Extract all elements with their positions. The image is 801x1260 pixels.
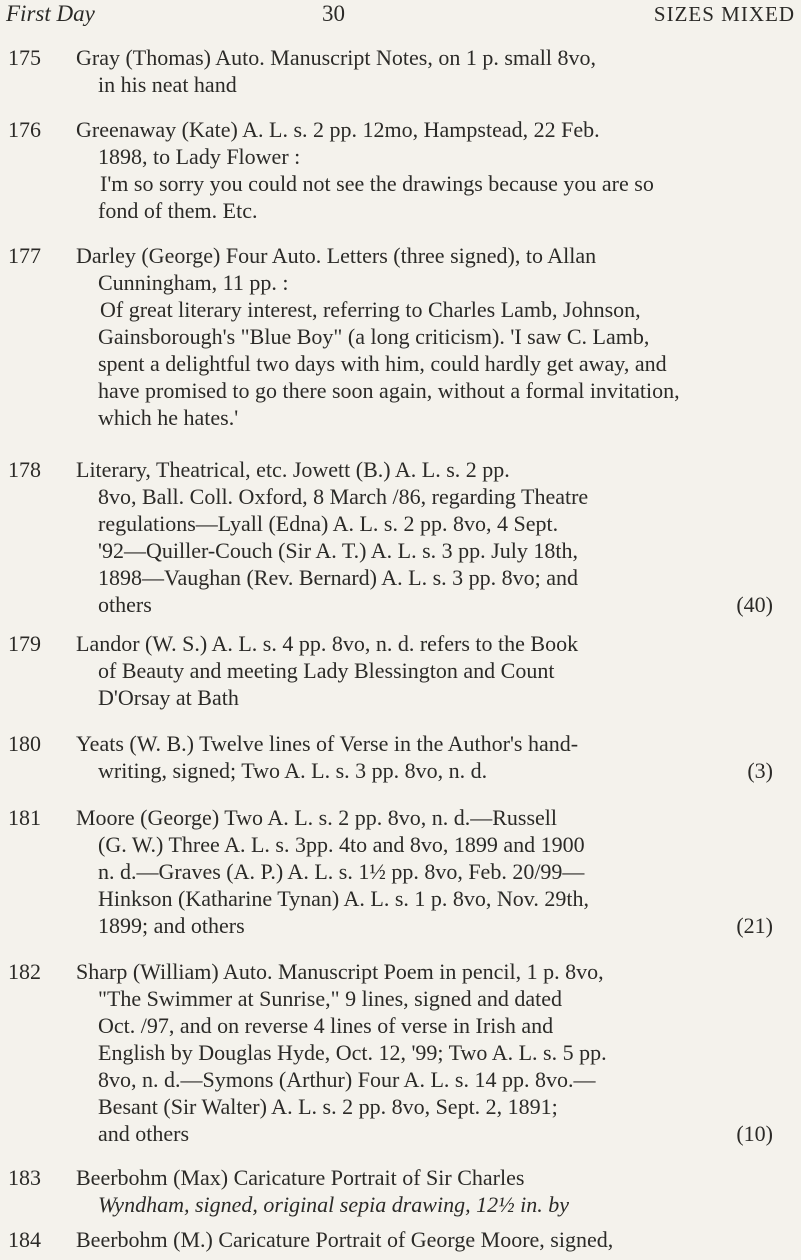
lot-line: 8vo, Ball. Coll. Oxford, 8 March /86, regarding Theatre	[98, 484, 589, 509]
lot-line: 1898, to Lady Flower :	[98, 144, 301, 169]
lot-line: Yeats (W. B.) Twelve lines of Verse in the Author's hand-	[76, 731, 579, 756]
lot-line: Darley (George) Four Auto. Letters (three signed), to Allan	[76, 243, 597, 268]
lot-description	[76, 804, 773, 939]
lot-description	[76, 1226, 773, 1253]
lot-number: 177	[8, 243, 41, 268]
lot-line: "The Swimmer at Sunrise," 9 lines, signed and dated	[98, 986, 562, 1011]
lot-number: 182	[8, 959, 41, 984]
lot-line: spent a delightful two days with him, could hardly get away, and	[98, 351, 667, 376]
lot-line: n. d.—Graves (A. P.) A. L. s. 1½ pp. 8vo, Feb. 20/99—	[98, 859, 585, 884]
lot-number: 183	[8, 1165, 41, 1190]
page-number: 30	[322, 1, 345, 26]
lot-line: Sharp (William) Auto. Manuscript Poem in pencil, 1 p. 8vo,	[76, 959, 604, 984]
lot-description	[76, 1164, 773, 1218]
lot-description	[76, 456, 773, 618]
lot-price: (10)	[736, 1121, 773, 1146]
lot-line: '92—Quiller-Couch (Sir A. T.) A. L. s. 3 pp. July 18th,	[98, 538, 578, 563]
lot-description	[76, 116, 773, 224]
lot-line: English by Douglas Hyde, Oct. 12, '99; Two A. L. s. 5 pp.	[98, 1040, 607, 1065]
lot-number: 175	[8, 45, 41, 70]
lot-last-line	[76, 757, 773, 784]
page-header	[0, 0, 801, 30]
lot-line: 1898—Vaughan (Rev. Bernard) A. L. s. 3 pp. 8vo; and	[98, 565, 579, 590]
lot-line: 8vo, n. d.—Symons (Arthur) Four A. L. s. 14 pp. 8vo.—	[98, 1067, 596, 1092]
lot-description	[76, 730, 773, 784]
lot-line: have promised to go there soon again, without a formal invitation,	[98, 378, 680, 403]
lot-line: Moore (George) Two A. L. s. 2 pp. 8vo, n. d.—Russell	[76, 805, 558, 830]
lot-line: Gray (Thomas) Auto. Manuscript Notes, on 1 p. small 8vo,	[76, 45, 596, 70]
lot-description	[76, 44, 773, 98]
lot-description	[76, 242, 773, 431]
lot-line: Oct. /97, and on reverse 4 lines of verse in Irish and	[98, 1013, 554, 1038]
lot-line: fond of them. Etc.	[98, 198, 258, 223]
lot-number: 179	[8, 631, 41, 656]
lot-number: 176	[8, 117, 41, 142]
lot-line: Beerbohm (Max) Caricature Portrait of Sir Charles	[76, 1165, 525, 1190]
lot-line: Literary, Theatrical, etc. Jowett (B.) A. L. s. 2 pp.	[76, 457, 510, 482]
lot-line: Of great literary interest, referring to Charles Lamb, Johnson,	[100, 297, 641, 322]
lot-description	[76, 630, 773, 711]
lot-line: of Beauty and meeting Lady Blessington and Count	[98, 658, 555, 683]
lot-line: regulations—Lyall (Edna) A. L. s. 2 pp. 8vo, 4 Sept.	[98, 511, 559, 536]
lot-line: Cunningham, 11 pp. :	[98, 270, 289, 295]
lot-line: Beerbohm (M.) Caricature Portrait of George Moore, signed,	[76, 1227, 614, 1252]
lot-line: Gainsborough's "Blue Boy" (a long criticism). 'I saw C. Lamb,	[98, 324, 650, 349]
lot-line: Landor (W. S.) A. L. s. 4 pp. 8vo, n. d. refers to the Book	[76, 631, 579, 656]
lot-line: Besant (Sir Walter) A. L. s. 2 pp. 8vo, Sept. 2, 1891;	[98, 1094, 558, 1119]
lot-line: in his neat hand	[98, 72, 237, 97]
lot-line: Hinkson (Katharine Tynan) A. L. s. 1 p. 8vo, Nov. 29th,	[98, 886, 589, 911]
lot-last-line	[76, 591, 773, 618]
lot-number: 181	[8, 805, 41, 830]
lot-line: 1899; and others	[98, 913, 245, 938]
lot-line: I'm so sorry you could not see the drawings because you are so	[100, 171, 654, 196]
lot-line: Wyndham, signed, original sepia drawing, 12½ in. by	[98, 1192, 569, 1217]
lot-description	[76, 958, 773, 1147]
lot-number: 178	[8, 457, 41, 482]
lot-line: others	[98, 592, 152, 617]
lot-line: Greenaway (Kate) A. L. s. 2 pp. 12mo, Hampstead, 22 Feb.	[76, 117, 600, 142]
header-day: First Day	[6, 1, 95, 26]
lot-line: (G. W.) Three A. L. s. 3pp. 4to and 8vo, 1899 and 1900	[98, 832, 585, 857]
lot-price: (21)	[736, 913, 773, 938]
lot-number: 180	[8, 731, 41, 756]
lot-line: writing, signed; Two A. L. s. 3 pp. 8vo, n. d.	[98, 758, 488, 783]
lot-line: and others	[98, 1121, 190, 1146]
section-title: SIZES MIXED	[653, 2, 795, 26]
lot-line: which he hates.'	[98, 405, 239, 430]
lot-last-line	[76, 912, 773, 939]
lot-price: (3)	[747, 758, 773, 783]
lot-line: D'Orsay at Bath	[98, 685, 239, 710]
lot-last-line	[76, 1120, 773, 1147]
lot-number: 184	[8, 1227, 41, 1252]
lot-price: (40)	[736, 592, 773, 617]
